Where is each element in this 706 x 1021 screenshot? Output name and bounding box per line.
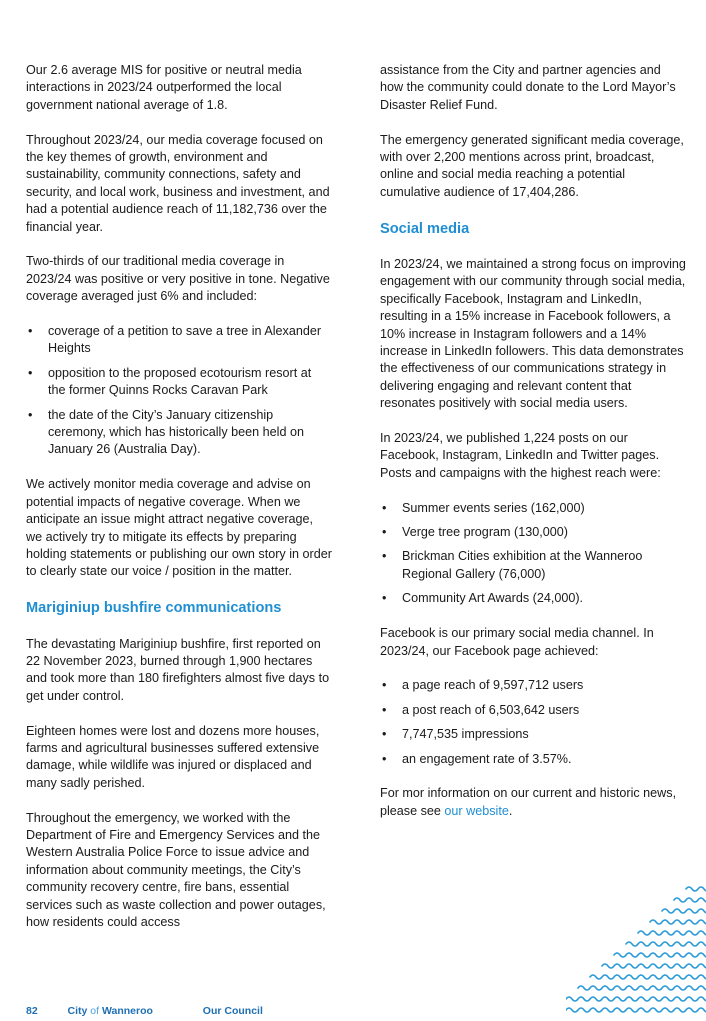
wave-line — [650, 920, 706, 924]
list-item: • a page reach of 9,597,712 users — [380, 677, 686, 694]
paragraph: The emergency generated significant media coverage, with over 2,200 mentions across print, broadcast, online and social media reaching a potential cumulative audience of 17,404,286. — [380, 132, 684, 199]
paragraph: Throughout the emergency, we worked with the Department of Fire and Emergency Services and the Western Australia Police Force to issue advice and information about community meetings, the City’s community recovery centre, fire bans, essential services such as waste collection and power outages, how residents could access — [26, 810, 326, 929]
list-item: • 7,747,535 impressions — [380, 726, 686, 743]
wave-line — [686, 887, 706, 891]
list-item: • opposition to the proposed ecotourism resort at the former Quinns Rocks Caravan Park — [26, 365, 332, 400]
paragraph: assistance from the City and partner agencies and how the community could donate to the Lord Mayor’s Disaster Relief Fund. — [380, 63, 676, 112]
wave-line — [566, 997, 706, 1001]
negative-coverage-list — [26, 323, 332, 459]
footer-section: Our Council — [202, 1005, 263, 1017]
wave-decoration-icon — [566, 881, 706, 1021]
wave-line — [578, 986, 706, 990]
list-item: • an engagement rate of 3.57%. — [380, 751, 686, 768]
list-item: • Verge tree program (130,000) — [380, 524, 686, 541]
list-item: • a post reach of 6,503,642 users — [380, 702, 686, 719]
wave-line — [614, 953, 706, 957]
wave-line — [662, 909, 706, 913]
more-info-end: . — [508, 803, 513, 818]
list-item: • Community Art Awards (24,000). — [380, 590, 686, 607]
wave-line — [590, 975, 706, 979]
campaigns-list — [380, 500, 686, 608]
footer-of: of — [90, 1005, 100, 1017]
paragraph: Our 2.6 average MIS for positive or neutral media interactions in 2023/24 outperformed the local government national average of 1.8. — [26, 63, 302, 112]
paragraph: Two-thirds of our traditional media coverage in 2023/24 was positive or very positive in tone. Negative coverage averaged just 6% and included: — [26, 254, 330, 304]
list-item: • the date of the City’s January citizenship ceremony, which has historically been held on January 26 (Australia Day). — [26, 407, 332, 459]
paragraph: In 2023/24, we published 1,224 posts on our Facebook, Instagram, LinkedIn and Twitter pages. Posts and campaigns with the highest reach were: — [380, 431, 661, 480]
wave-line — [602, 964, 706, 968]
heading-social-media: Social media — [380, 220, 470, 237]
more-info-text: For mor information on our current and historic news, please see — [380, 786, 677, 818]
paragraph-more-info — [380, 785, 686, 820]
list-item: • Brickman Cities exhibition at the Wanneroo Regional Gallery (76,000) — [380, 548, 686, 583]
wave-line — [626, 942, 706, 946]
page-number: 82 — [26, 1005, 38, 1017]
heading-bushfire: Mariginiup bushfire communications — [26, 600, 282, 617]
paragraph: The devastating Mariginiup bushfire, first reported on 22 November 2023, burned through 1,900 hectares and took more than 180 firefighters almost five days to get under control. — [26, 636, 330, 703]
wave-lines — [566, 887, 706, 1012]
website-link[interactable]: our website — [444, 803, 509, 818]
wave-line — [674, 898, 706, 902]
paragraph: Eighteen homes were lost and dozens more houses, farms and agricultural businesses suffered extensive damage, while wildlife was injured or displaced and many sadly perished. — [26, 723, 320, 790]
facebook-stats-list — [380, 677, 686, 768]
wave-line — [566, 1008, 706, 1012]
list-item: • coverage of a petition to save a tree in Alexander Heights — [26, 323, 332, 358]
wave-line — [638, 931, 706, 935]
list-item: • Summer events series (162,000) — [380, 500, 686, 517]
paragraph: Facebook is our primary social media channel. In 2023/24, our Facebook page achieved: — [380, 626, 654, 658]
paragraph: We actively monitor media coverage and advise on potential impacts of negative coverage. When we anticipate an issue might attract negative coverage, we actively try to mitigate its effects by preparing holding statements or publishing our own story in order to clearly state our voice / position in the matter. — [26, 477, 332, 579]
page-footer — [26, 1004, 263, 1018]
footer-wanneroo: Wanneroo — [101, 1005, 153, 1017]
footer-city: City — [67, 1005, 88, 1017]
right-column — [380, 62, 686, 838]
paragraph: In 2023/24, we maintained a strong focus on improving engagement with our community through social media, specifically Facebook, Instagram and LinkedIn, resulting in a 15% increase in Facebook followers, a 10% increase in Instagram followers and a 14% increase in LinkedIn followers. This data demonstrates the effectiveness of our communications strategy in delivering engaging and relevant content that resonates positively with social media users. — [380, 257, 686, 411]
left-column — [26, 62, 332, 949]
paragraph: Throughout 2023/24, our media coverage focused on the key themes of growth, environment and sustainability, community connections, safety and security, and local work, business and investment, and had a potential audience reach of 11,182,736 over the financial year. — [26, 132, 330, 234]
